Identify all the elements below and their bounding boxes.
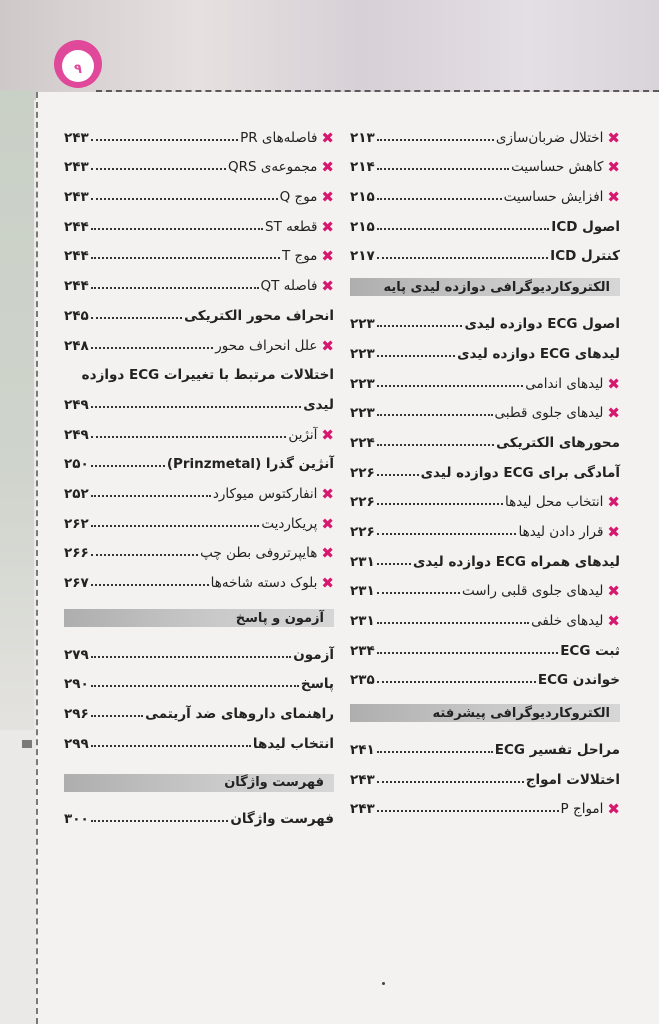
- toc-entry: [64, 294, 334, 324]
- leader-dots: [91, 465, 165, 467]
- toc-entry-page: ۲۵۰: [64, 456, 89, 473]
- toc-group: [64, 798, 334, 828]
- toc-entry-page: ۲۲۳: [350, 316, 375, 333]
- toc-entry-page: ۲۲۳: [350, 345, 375, 362]
- toc-entry-title: مجموعه‌ی QRS: [227, 159, 318, 176]
- page-number: ۹: [74, 62, 82, 77]
- toc-entry-title: کنترل ICD: [550, 248, 620, 265]
- toc-entry-title: آنژین گذرا (Prinzmetal): [166, 456, 334, 473]
- leader-dots: [377, 810, 559, 812]
- toc-entry-page: ۲۴۴: [64, 218, 89, 235]
- toc-entry-title: لیدهای ECG دوازده لیدی: [457, 345, 620, 362]
- toc-entry: [64, 205, 334, 235]
- x-mark-icon: ✖: [321, 158, 334, 177]
- x-mark-icon: ✖: [321, 188, 334, 207]
- toc-entry-page: ۲۴۳: [350, 801, 375, 818]
- top-dashed-border: [96, 90, 659, 92]
- leader-dots: [377, 355, 455, 357]
- toc-entry-title: هایپرتروفی بطن چپ: [200, 545, 318, 562]
- toc-entry-page: ۲۴۳: [350, 771, 375, 788]
- toc-entry-title: لیدهای خلفی: [531, 613, 604, 629]
- footer-dot: [382, 982, 385, 985]
- left-background: [0, 90, 34, 730]
- toc-entry: [350, 540, 620, 570]
- toc-entry-title: لیدهای جلوی قلبی راست: [462, 583, 604, 600]
- toc-entry: [64, 561, 334, 591]
- toc-entry-title: اصول ECG دوازده لیدی: [464, 316, 620, 333]
- toc-entry: [350, 728, 620, 758]
- leader-dots: [377, 444, 494, 446]
- leader-dots: [91, 715, 143, 717]
- leader-dots: [91, 436, 287, 438]
- toc-entry-page: ۲۴۴: [64, 278, 89, 295]
- toc-entry-page: ۲۶۶: [64, 545, 89, 562]
- x-mark-icon: ✖: [607, 800, 620, 819]
- section-title: الکتروکاردیوگرافی دوازده لیدی پایه: [383, 279, 610, 295]
- toc-entry: [350, 205, 620, 235]
- x-mark-icon: ✖: [607, 404, 620, 423]
- leader-dots: [91, 820, 229, 822]
- toc-entry-title: مراحل تفسیر ECG: [494, 742, 620, 759]
- toc-entry-page: ۲۴۳: [64, 189, 89, 206]
- leader-dots: [377, 325, 463, 327]
- toc-entry-page: ۲۹۰: [64, 676, 89, 693]
- toc-entry-title: انفارکتوس میوکارد: [212, 485, 318, 502]
- toc-entry-page: ۲۲۳: [350, 375, 375, 392]
- toc-entry-title: آمادگی برای ECG دوازده لیدی: [420, 464, 620, 481]
- x-mark-icon: ✖: [607, 158, 620, 177]
- toc-entry-page: ۲۶۷: [64, 575, 89, 591]
- leader-dots: [91, 257, 280, 259]
- toc-entry: [64, 663, 334, 693]
- toc-entry: [350, 481, 620, 511]
- toc-entry: [64, 324, 334, 354]
- x-mark-icon: ✖: [607, 522, 620, 541]
- toc-entry-page: ۲۲۶: [350, 464, 375, 481]
- leader-dots: [377, 168, 509, 170]
- toc-entry: [64, 443, 334, 473]
- x-mark-icon: ✖: [321, 247, 334, 266]
- toc-entry: [350, 332, 620, 362]
- x-mark-icon: ✖: [321, 336, 334, 355]
- leader-dots: [91, 554, 198, 556]
- toc-entry-page: ۲۴۳: [64, 159, 89, 176]
- leader-dots: [91, 287, 259, 289]
- leader-dots: [377, 385, 523, 387]
- toc-entry: [350, 599, 620, 629]
- leader-dots: [377, 781, 524, 783]
- toc-entry-title: محورهای الکتریکی: [496, 434, 620, 451]
- top-background: [0, 0, 659, 100]
- toc-entry-page: ۲۵۲: [64, 485, 89, 502]
- leader-dots: [377, 652, 558, 654]
- toc-entry-title: آنژین: [288, 426, 318, 443]
- toc-entry: [64, 175, 334, 205]
- leader-dots: [91, 168, 226, 170]
- toc-entry: [64, 264, 334, 294]
- toc-entry-page: ۲۲۶: [350, 494, 375, 511]
- toc-entry-page: ۲۴۴: [64, 248, 89, 265]
- leader-dots: [91, 347, 214, 349]
- leader-dots: [377, 474, 419, 476]
- leader-dots: [91, 685, 299, 687]
- leader-dots: [91, 584, 209, 586]
- toc-entry: [350, 451, 620, 481]
- toc-entry: [64, 413, 334, 443]
- x-mark-icon: ✖: [321, 514, 334, 533]
- toc-entry-title: لیدهای جلوی قطبی: [494, 405, 604, 422]
- toc-entry-title: علل انحراف محور: [215, 337, 318, 354]
- toc-entry-title: فاصله QT: [260, 278, 318, 295]
- toc-entry-page: ۲۱۷: [350, 248, 375, 265]
- toc-entry-page: ۲۴۹: [64, 396, 89, 413]
- x-mark-icon: ✖: [321, 277, 334, 296]
- toc-entry-page: ۲۳۱: [350, 553, 375, 570]
- toc-entry-page: ۲۳۵: [350, 672, 375, 689]
- toc-entry: [64, 235, 334, 265]
- leader-dots: [377, 139, 494, 141]
- toc-entry-page: ۲۱۵: [350, 218, 375, 235]
- toc-entry-page: ۲۳۱: [350, 583, 375, 600]
- toc-entry-page: ۲۴۱: [350, 742, 375, 759]
- toc-entry: [350, 302, 620, 332]
- toc-entry-title: بلوک دسته شاخه‌ها: [210, 575, 318, 591]
- toc-group: [350, 116, 620, 264]
- toc-entry: [64, 798, 334, 828]
- leader-dots: [377, 414, 493, 416]
- x-mark-icon: ✖: [321, 217, 334, 236]
- toc-entry: [64, 354, 334, 384]
- section-title: آزمون و پاسخ: [235, 610, 324, 626]
- toc-entry-title: لیدهای همراه ECG دوازده لیدی: [413, 553, 620, 570]
- leader-dots: [377, 592, 460, 594]
- toc-entry-title: قرار دادن لیدها: [518, 523, 604, 540]
- leader-dots: [377, 257, 548, 259]
- toc-entry: [350, 629, 620, 659]
- toc-entry-page: ۲۲۴: [350, 434, 375, 451]
- leader-dots: [377, 533, 517, 535]
- leader-dots: [91, 228, 263, 230]
- x-mark-icon: ✖: [607, 612, 620, 630]
- toc-group: [64, 116, 334, 354]
- toc-entry: [350, 510, 620, 540]
- x-mark-icon: ✖: [607, 493, 620, 512]
- section-title: فهرست واژگان: [224, 775, 324, 791]
- margin-marker: [22, 740, 32, 748]
- leader-dots: [377, 563, 411, 565]
- toc-entry-title: قطعه ST: [265, 218, 318, 235]
- toc-entry-title: انتخاب محل لیدها: [505, 494, 604, 511]
- toc-entry-page: ۲۳۱: [350, 613, 375, 629]
- x-mark-icon: ✖: [321, 484, 334, 503]
- toc-entry-page: ۲۴۵: [64, 307, 89, 324]
- toc-entry: [350, 788, 620, 818]
- toc-entry-title: فهرست واژگان: [230, 811, 334, 828]
- toc-entry-title: کاهش حساسیت: [511, 159, 604, 176]
- toc-entry: [350, 235, 620, 265]
- leader-dots: [91, 317, 182, 319]
- toc-entry-page: ۳۰۰: [64, 811, 89, 828]
- leader-dots: [377, 681, 536, 683]
- section-header: [350, 704, 620, 722]
- toc-column-left: [64, 116, 334, 827]
- toc-entry-page: ۲۱۳: [350, 129, 375, 146]
- x-mark-icon: ✖: [321, 425, 334, 444]
- toc-entry: [350, 175, 620, 205]
- toc-entry-title: افزایش حساسیت: [503, 189, 604, 206]
- toc-entry-title: پاسخ: [300, 676, 334, 693]
- leader-dots: [377, 751, 493, 753]
- toc-entry: [64, 383, 334, 413]
- toc-entry-page: ۲۷۹: [64, 646, 89, 663]
- x-mark-icon: ✖: [607, 188, 620, 207]
- leader-dots: [377, 503, 503, 505]
- leader-dots: [377, 198, 502, 200]
- toc-entry-title: خواندن ECG: [537, 672, 620, 689]
- toc-entry-title: انحراف محور الکتریکی: [184, 307, 334, 324]
- toc-entry: [350, 421, 620, 451]
- leader-dots: [91, 745, 251, 747]
- toc-entry-title: اصول ICD: [551, 218, 620, 235]
- toc-entry-page: ۲۱۴: [350, 159, 375, 176]
- section-title: الکتروکاردیوگرافی پیشرفته: [432, 705, 610, 721]
- toc-entry-page: ۲۴۹: [64, 426, 89, 443]
- toc-group: [64, 413, 334, 591]
- toc-entry-title: راهنمای داروهای ضد آریتمی: [145, 706, 334, 723]
- toc-entry: [350, 758, 620, 788]
- toc-entry: [350, 659, 620, 689]
- leader-dots: [91, 525, 260, 527]
- toc-entry-page: ۲۴۳: [64, 129, 89, 146]
- toc-entry-title: لیدی: [303, 396, 334, 413]
- toc-group: [64, 633, 334, 752]
- x-mark-icon: ✖: [321, 574, 334, 592]
- leader-dots: [91, 198, 278, 200]
- x-mark-icon: ✖: [607, 582, 620, 601]
- toc-entry-title: اختلالات امواج: [525, 771, 620, 788]
- toc-entry-title: ثبت ECG: [560, 642, 620, 659]
- toc-entry-title: آزمون: [293, 646, 334, 663]
- section-header: [64, 609, 334, 627]
- leader-dots: [91, 656, 292, 658]
- toc-entry-title: پریکاردیت: [261, 515, 318, 532]
- toc-entry-page: ۲۹۶: [64, 706, 89, 723]
- leader-dots: [91, 139, 238, 141]
- toc-entry: [350, 392, 620, 422]
- toc-entry-title: موج Q: [279, 189, 318, 206]
- toc-entry-page: ۲۲۶: [350, 523, 375, 540]
- toc-entry-title: اختلال ضربان‌سازی: [495, 129, 604, 146]
- toc-group: [350, 302, 620, 688]
- toc-entry-title: انتخاب لیدها: [252, 735, 334, 752]
- toc-entry: [64, 472, 334, 502]
- toc-entry-page: ۲۶۲: [64, 515, 89, 532]
- toc-column-right: [350, 116, 620, 817]
- toc-entry-title: لیدهای اندامی: [525, 375, 604, 392]
- toc-entry-page: ۲۴۸: [64, 337, 89, 354]
- toc-entry: [350, 570, 620, 600]
- x-mark-icon: ✖: [607, 128, 620, 147]
- toc-entry: [350, 116, 620, 146]
- leader-dots: [91, 406, 302, 408]
- toc-entry-page: ۲۹۹: [64, 735, 89, 752]
- section-header: [350, 278, 620, 296]
- leader-dots: [377, 622, 529, 624]
- left-dashed-border: [36, 92, 38, 1024]
- x-mark-icon: ✖: [321, 544, 334, 563]
- toc-entry-page: ۲۲۳: [350, 405, 375, 422]
- toc-entry: [64, 502, 334, 532]
- toc-entry-page: ۲۳۴: [350, 642, 375, 659]
- toc-entry-title: فاصله‌های PR: [240, 129, 318, 146]
- toc-entry-title: اختلالات مرتبط با تغییرات ECG دوازده: [81, 367, 334, 384]
- toc-entry: [64, 146, 334, 176]
- toc-entry: [64, 532, 334, 562]
- leader-dots: [377, 228, 550, 230]
- toc-entry-title: امواج P: [560, 801, 604, 818]
- toc-entry-page: ۲۱۵: [350, 189, 375, 206]
- toc-entry: [350, 362, 620, 392]
- toc-entry: [64, 692, 334, 722]
- toc-entry: [64, 116, 334, 146]
- section-header: [64, 774, 334, 792]
- x-mark-icon: ✖: [321, 128, 334, 147]
- leader-dots: [91, 495, 211, 497]
- toc-entry: [64, 633, 334, 663]
- x-mark-icon: ✖: [607, 374, 620, 393]
- toc-entry: [64, 722, 334, 752]
- toc-entry: [350, 146, 620, 176]
- toc-group: [350, 728, 620, 817]
- toc-entry-title: موج T: [281, 248, 318, 265]
